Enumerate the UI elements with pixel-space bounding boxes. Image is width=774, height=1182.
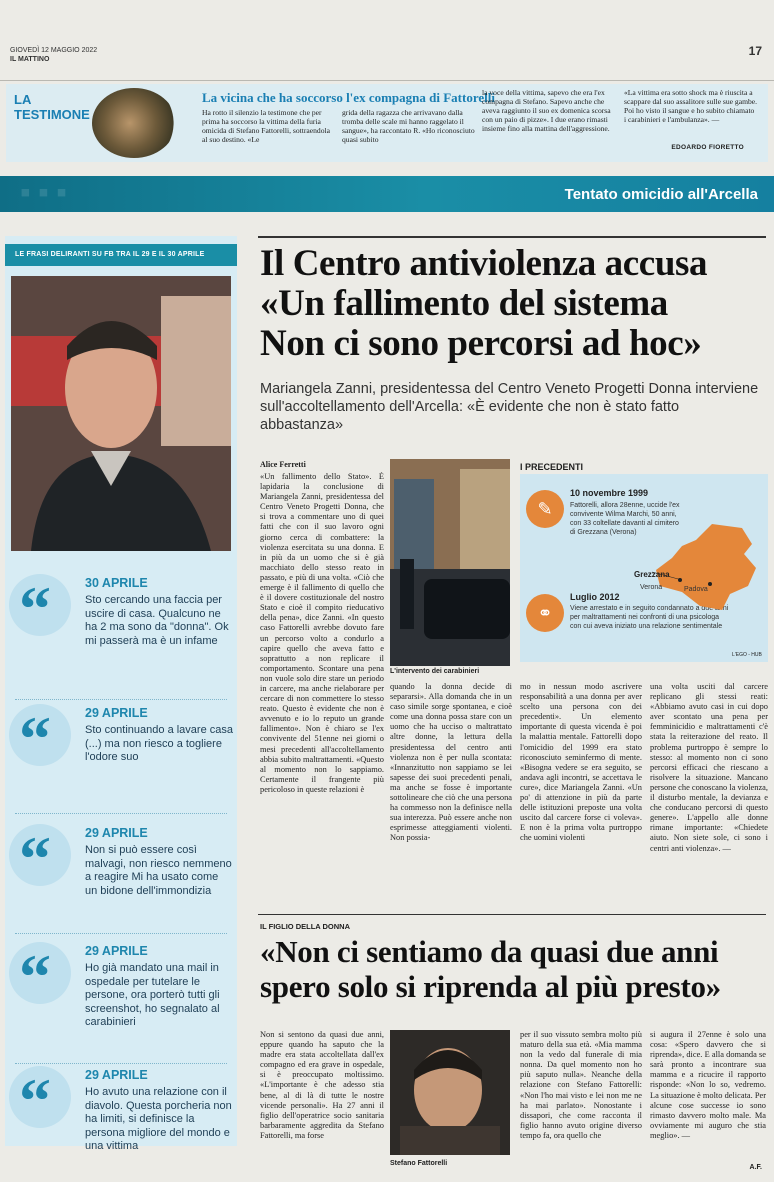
testimone-label-line2: TESTIMONE: [14, 107, 90, 122]
second-kicker: IL FIGLIO DELLA DONNA: [260, 922, 350, 931]
event2-text: Viene arrestato e in seguito condannato a due anni per maltrattamenti nei confronti di una psicologa con cui aveva iniziato una relazione sentimentale: [570, 605, 729, 630]
event1-date: 10 novembre 1999: [570, 488, 649, 498]
article-column-1: «Un fallimento dello Stato». È lapidaria la conclusione di Mariangela Zanni, presidentessa del Centro Veneto Progetti Donna, che si trova a commentare uno di quei fatti che con il suo lavoro ogni giorno cerca di combattere: la violenza esercitata su una donna. E in più da un uomo che si è già macchiato dello stesso reato in passato, e più di una volta. «Ciò che emerge è il fallimento di quello che è il dovere costituzionale del nostro Stato e cioè il compito rieducativo della pena», dice Zanni. «In questo caso Fattorelli avrebbe dovuto fare un percorso volto a condurlo a capire quello che aveva fatto e soprattutto a non replicare il comportamento. Scontare una pena non vuole solo dire stare un periodo in carcere, ma anche rielaborare per cercare di non commettere lo stesso reato. Questo è evidente che non è avvenuto e io lo reputo un grande fallimento». Non è chiaro se l'ex convivente del 51enne nei giorni o mesi precedenti all'accoltellamento abbia subito maltrattamenti. «Questo al momento non lo sappiamo. Certamente il frangente più pericoloso in queste relazioni è: [260, 472, 384, 794]
quote-date: 29 APRILE: [85, 706, 148, 720]
testimone-signature: EDOARDO FIORETTO: [671, 144, 744, 151]
quote-item: [5, 570, 237, 700]
paper-name: IL MATTINO: [10, 56, 50, 63]
second-headline-line1: «Non ci sentiamo da quasi due anni: [260, 934, 719, 969]
quote-mark-icon: “: [9, 942, 71, 1004]
article-top-rule: [258, 236, 766, 238]
veneto-map: [652, 520, 762, 616]
header-rule: [0, 80, 774, 81]
event2-date: Luglio 2012: [570, 592, 620, 602]
quote-item: [5, 938, 237, 1064]
photo-caption: L'intervento dei carabinieri: [390, 668, 480, 675]
quote-item: [5, 1062, 237, 1152]
article-column-3: mo in nessun modo ascrivere responsabilità a una donna per aver scelto una persona con dei precedenti». Un elemento importante di questa vicenda è poi la malattia mentale. Fattorelli dopo l'omicidio del 1999 era stato riconosciuto seminfermo di mente. «Bisogna vedere se era seguito, se andava agli incontri, se accettava le cure», dice Mariangela Zanni. «Un po' di attenzione in più da parte delle istituzioni preposte una volta uscito dal carcere forse ci voleva». E non è la prima volta purtroppo che uomini violenti: [520, 682, 642, 843]
veneto-map-shape: [652, 520, 762, 616]
fattorelli-photo: [390, 1030, 510, 1155]
quote-date: 30 APRILE: [85, 576, 148, 590]
testimone-col4: «La vittima era sotto shock ma è riuscita a scappare dal suo assalitore sulle sue gambe. Poi ho visto il sangue e ho subito chiamato i carabinieri e l'ambulanza». —: [624, 88, 758, 124]
map-label-grezzana: Grezzana: [634, 570, 670, 579]
second-headline-line2: spero solo si riprenda al più presto»: [260, 969, 721, 1004]
second-column-2: per il suo vissuto sembra molto più maturo della sua età. «Mia mamma non la vedo dal funerale di mia nonna. Da quel momento non ho più saputo nulla». Neanche della relazione con Stefano Fattorelli: «Non l'ho mai visto e lei non me ne ha mai parlato». Nonostante i dissapori, che come racconta il figlio hanno avuto origine diverso tempo fa, ora quello che: [520, 1030, 642, 1140]
quote-divider: [15, 813, 227, 814]
precedenti-header: I PRECEDENTI: [520, 462, 584, 472]
article-byline: Alice Ferretti: [260, 460, 306, 469]
quotes-sidebar: [5, 236, 237, 1152]
second-column-1: Non si sentono da quasi due anni, eppure quando ha saputo che la madre era stata accoltellata dall'ex compagno ed era grave in ospedale, si è preoccupato moltissimo. «L'importante è che adesso stia bene, al di là di tutte le nostre vicende personali». Ha 27 anni il figlio dell'operatrice socio sanitaria barbaramente aggredita da Stefano Fattorelli, ma forse: [260, 1030, 384, 1140]
article-subhead: Mariangela Zanni, presidentessa del Centro Veneto Progetti Donna interviene sull'accoltellamento dell'Arcella: «È evidente che non è stato fatto abbastanza»: [260, 381, 759, 433]
quote-text: Sto cercando una faccia per uscire di casa. Qualcuno ne ha 2 ma sono da "donna". Ok mi passerà ma è un infame: [85, 594, 229, 647]
date-line: GIOVEDÌ 12 MAGGIO 2022: [10, 47, 98, 54]
article-column-4: una volta usciti dal carcere replicano gli stessi reati: «Abbiamo avuto casi in cui dopo aver scontato una pena per femminicidio e maltrattamenti c'è stata la reiterazione del reato. Il problema purtroppo è sempre lo stesso: al momento non ci sono percorsi efficaci che riescano a risolvere la situazione. Mancano persone che conoscano la violenza, il disturbo mentale, la devianza e che conducano percorsi di questo genere». L'appello alle donne rimane importante: «Chiedete aiuto. Non siete sole, ci sono i centri anti violenza». —: [650, 682, 768, 853]
headline-line3: Non ci sono percorsi ad hoc»: [260, 323, 702, 364]
headline-line1: Il Centro antiviolenza accusa: [260, 243, 708, 284]
issue-date: [10, 46, 97, 64]
testimone-col3: la voce della vittima, sapevo che era l'ex compagna di Stefano. Sapevo anche che aveva raggiunto il suo ex domenica scorsa con un paio di pizze». I due erano rimasti insieme fino alla mattina dell'aggressione.: [482, 88, 611, 133]
sidebar-header: LE FRASI DELIRANTI SU FB TRA IL 29 E IL 30 APRILE: [5, 244, 237, 266]
article-column-2: quando la donna decide di separarsi». Alla domanda che in un caso simile sorge spontanea, e cioè come una donna possa stare con un uomo che ha ucciso o maltrattato altre donne, la lettura della presidentessa del centro anti violenza non è per nulla scontata: «Innanzitutto non sappiamo se lei sapesse dei suoi precedenti penali, ma anche se fosse è importante sottolineare che ciò che una persona ha commesso non la definisce nella sua interezza. Può essere anche non esprimesse atteggiamenti violenti. Non possia-: [390, 682, 512, 843]
second-signature: A.F.: [749, 1164, 762, 1171]
testimone-col1: Ha rotto il silenzio la testimone che per prima ha soccorso la vittima della furia omicida di Stefano Fattorelli, sottraendola al suo destino. «Le: [202, 108, 331, 144]
section-band: [0, 176, 774, 212]
quote-item: [5, 700, 237, 814]
handcuffs-icon: ⚭: [526, 594, 564, 632]
quote-divider: [15, 933, 227, 934]
carabinieri-photo: [390, 459, 510, 666]
band-decoration: ▪ ▪ ▪: [20, 176, 67, 209]
quote-text: Sto continuando a lavare casa (...) ma non riesco a togliere l'odore suo: [85, 724, 233, 763]
quote-date: 29 APRILE: [85, 1068, 148, 1082]
quote-date: 29 APRILE: [85, 826, 148, 840]
quote-mark-icon: “: [9, 574, 71, 636]
map-label-padova: Padova: [684, 586, 708, 593]
map-label-verona: Verona: [640, 584, 663, 591]
article-headline: [260, 244, 766, 364]
quote-item: [5, 820, 237, 934]
testimone-title: La vicina che ha soccorso l'ex compagna di Fattorelli: [202, 90, 495, 105]
testimone-label: [14, 92, 90, 122]
second-column-3: si augura il 27enne è solo una cosa: «Spero davvero che si riprenda», dice. E alla domanda se sarà pronto a incontrare sua mamma e a ricucire il rapporto risponde: «Non lo so, vedremo. La situazione è molto delicata. Per alcune cose successe io sono rimasto davvero molto male. Ma ovviamente mi auguro che stia meglio». —: [650, 1030, 766, 1140]
quote-date: 29 APRILE: [85, 944, 148, 958]
second-headline: [260, 934, 766, 1004]
testimone-box: [6, 84, 768, 162]
testimone-col2: grida della ragazza che arrivavano dalla tromba delle scale mi hanno raggelato il sangue», ha raccontato R. «Ho riconosciuto quasi subito: [342, 108, 475, 144]
quote-mark-icon: “: [9, 1066, 71, 1128]
section-title: Tentato omicidio all'Arcella: [564, 186, 758, 203]
carabinieri-illustration: [390, 459, 510, 666]
quote-text: Ho avuto una relazione con il diavolo. Questa porcheria non ha limiti, si definisce la persona migliore del mondo e una vittima: [85, 1086, 232, 1152]
testimone-photo: [92, 88, 176, 158]
fattorelli-illustration: [390, 1030, 510, 1155]
fattorelli-caption: Stefano Fattorelli: [390, 1160, 448, 1167]
knife-icon: ✎: [526, 490, 564, 528]
testimone-label-line1: LA: [14, 92, 32, 107]
sidebar-photo: [11, 276, 231, 551]
quote-mark-icon: “: [9, 824, 71, 886]
second-article-rule: [258, 914, 766, 915]
page-number: 17: [748, 44, 762, 58]
quote-text: Non si può essere così malvagi, non riesco nemmeno a reagire Mi ha usato come un bidone dell'immondizia: [85, 844, 232, 897]
map-credit: L'EGO - HUB: [732, 652, 762, 658]
quote-mark-icon: “: [9, 704, 71, 766]
portrait-illustration: [11, 276, 231, 551]
headline-line2: «Un fallimento del sistema: [260, 283, 668, 324]
quote-text: Ho già mandato una mail in ospedale per tutelare le persone, ora porterò tutti gli screenshot, ho segnalato al carabinieri: [85, 962, 220, 1028]
event1-text: Fattorelli, allora 28enne, uccide l'ex convivente Wilma Marchi, 50 anni, con 33 coltellate davanti al cimitero di Grezzana (Verona): [570, 502, 680, 536]
